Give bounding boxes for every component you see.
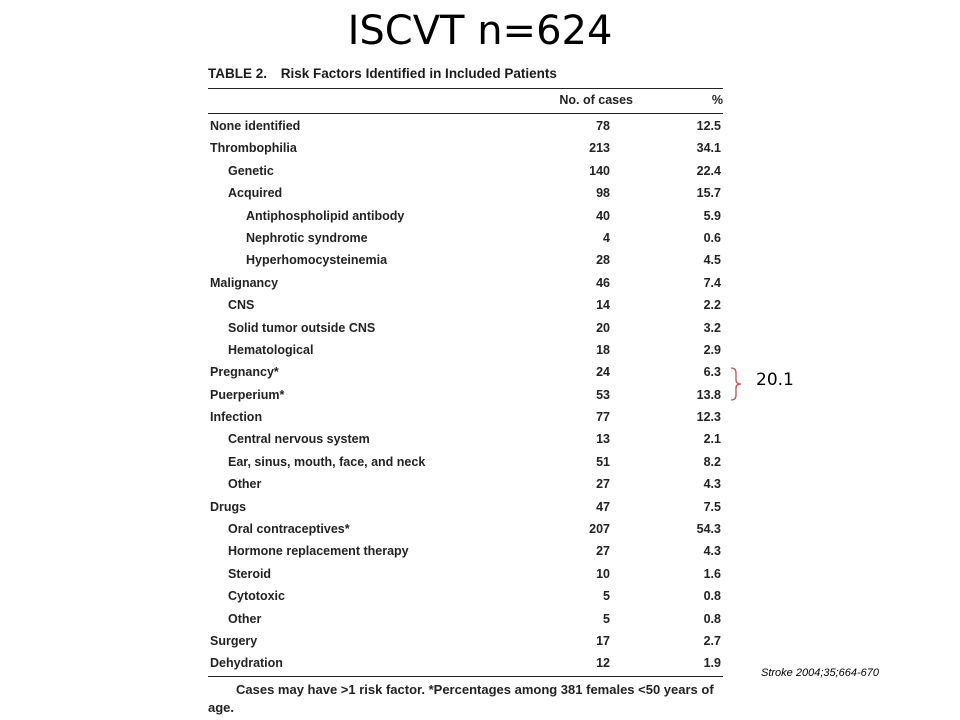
case-count: 47	[596, 499, 610, 514]
percentage: 4.5	[703, 253, 721, 268]
table-row	[208, 653, 723, 675]
table-row	[208, 519, 723, 541]
table-row	[208, 228, 723, 250]
risk-factor-label: Antiphospholipid antibody	[246, 208, 405, 223]
slide-title: ISCVT n=624	[347, 8, 613, 54]
table-row	[208, 273, 723, 295]
table-body	[208, 116, 723, 676]
table-row	[208, 138, 723, 160]
percentage: 0.6	[703, 230, 721, 245]
risk-factor-label: Steroid	[228, 566, 272, 581]
table-row	[208, 474, 723, 496]
column-header-percent: %	[711, 93, 723, 107]
risk-factor-label: Hyperhomocysteinemia	[246, 253, 388, 268]
risk-factor-label: Drugs	[210, 499, 247, 514]
risk-factor-label: Nephrotic syndrome	[246, 230, 368, 245]
case-count: 27	[596, 477, 610, 492]
percentage: 0.8	[703, 611, 721, 626]
case-count: 53	[596, 387, 610, 402]
case-count: 78	[596, 119, 610, 133]
risk-factor-label: Genetic	[228, 163, 274, 178]
risk-factor-label: Other	[228, 611, 262, 626]
risk-factor-label: None identified	[210, 119, 301, 133]
percentage: 12.5	[696, 119, 721, 133]
table-row	[208, 318, 723, 340]
percentage: 6.3	[703, 365, 721, 380]
percentage: 22.4	[696, 163, 721, 178]
table-title: Risk Factors Identified in Included Patients	[280, 66, 557, 81]
table-row	[208, 206, 723, 228]
table-row	[208, 295, 723, 317]
table-row	[208, 362, 723, 384]
percentage: 34.1	[696, 141, 721, 156]
percentage: 2.2	[703, 298, 721, 313]
case-count: 140	[589, 163, 610, 178]
risk-factor-label: Malignancy	[210, 275, 279, 290]
case-count: 10	[596, 566, 610, 581]
case-count: 40	[596, 208, 610, 223]
percentage: 2.9	[703, 342, 721, 357]
percentage: 15.7	[696, 186, 721, 201]
source-citation: Stroke 2004;35;664-670	[761, 667, 880, 679]
table-row	[208, 340, 723, 362]
case-count: 98	[596, 186, 610, 201]
case-count: 12	[596, 656, 610, 671]
right-brace-icon	[729, 367, 743, 401]
case-count: 4	[603, 230, 610, 245]
table-row	[208, 161, 723, 183]
pregnancy-puerperium-total: 20.1	[756, 370, 794, 390]
table-header-rule	[208, 113, 723, 114]
table-row	[208, 116, 723, 138]
table-row	[208, 250, 723, 272]
table-header-row	[208, 89, 723, 113]
case-count: 213	[589, 141, 610, 156]
table-row	[208, 541, 723, 563]
table-row	[208, 631, 723, 653]
column-header-cases: No. of cases	[559, 93, 633, 107]
percentage: 7.5	[703, 499, 721, 514]
table-footnote: Cases may have >1 risk factor. *Percentages among 381 females <50 years of age.	[208, 681, 714, 715]
case-count: 20	[596, 320, 610, 335]
table-row	[208, 452, 723, 474]
table-number: TABLE 2.	[208, 66, 268, 81]
percentage: 2.7	[703, 633, 721, 648]
table-row	[208, 586, 723, 608]
percentage: 4.3	[703, 544, 721, 559]
table-row	[208, 429, 723, 451]
percentage: 1.9	[703, 656, 721, 671]
risk-factor-label: Hematological	[228, 342, 314, 357]
risk-factor-label: Central nervous system	[228, 432, 370, 447]
case-count: 5	[603, 611, 610, 626]
risk-factor-label: Ear, sinus, mouth, face, and neck	[228, 454, 426, 469]
percentage: 7.4	[703, 275, 721, 290]
case-count: 24	[596, 365, 610, 380]
case-count: 51	[596, 454, 610, 469]
table-row	[208, 609, 723, 631]
risk-factor-label: Oral contraceptives*	[228, 522, 350, 537]
table-caption	[208, 62, 723, 88]
risk-factor-label: Puerperium*	[210, 387, 285, 402]
risk-factor-label: Cytotoxic	[228, 589, 285, 604]
case-count: 13	[596, 432, 610, 447]
percentage: 4.3	[703, 477, 721, 492]
risk-factor-label: Surgery	[210, 633, 258, 648]
risk-factor-label: Other	[228, 477, 262, 492]
case-count: 5	[603, 589, 610, 604]
risk-factor-label: Pregnancy*	[210, 365, 279, 380]
case-count: 28	[596, 253, 610, 268]
table-row	[208, 407, 723, 429]
percentage: 5.9	[703, 208, 721, 223]
case-count: 17	[596, 633, 610, 648]
case-count: 207	[589, 522, 610, 537]
case-count: 27	[596, 544, 610, 559]
risk-factor-table	[208, 62, 723, 717]
percentage: 2.1	[703, 432, 721, 447]
case-count: 77	[596, 410, 610, 425]
table-row	[208, 385, 723, 407]
percentage: 3.2	[703, 320, 721, 335]
percentage: 12.3	[696, 410, 721, 425]
risk-factor-label: Infection	[210, 410, 263, 425]
percentage: 1.6	[703, 566, 721, 581]
risk-factor-label: CNS	[228, 298, 255, 313]
percentage: 54.3	[696, 522, 721, 537]
risk-factor-label: Acquired	[228, 186, 283, 201]
table-row	[208, 183, 723, 205]
case-count: 46	[596, 275, 610, 290]
table-row	[208, 564, 723, 586]
risk-factor-label: Solid tumor outside CNS	[228, 320, 376, 335]
case-count: 14	[596, 298, 610, 313]
percentage: 13.8	[696, 387, 721, 402]
risk-factor-label: Hormone replacement therapy	[228, 544, 409, 559]
percentage: 8.2	[703, 454, 721, 469]
table-row	[208, 497, 723, 519]
risk-factor-label: Dehydration	[210, 656, 283, 671]
case-count: 18	[596, 342, 610, 357]
percentage: 0.8	[703, 589, 721, 604]
risk-factor-label: Thrombophilia	[210, 141, 297, 156]
